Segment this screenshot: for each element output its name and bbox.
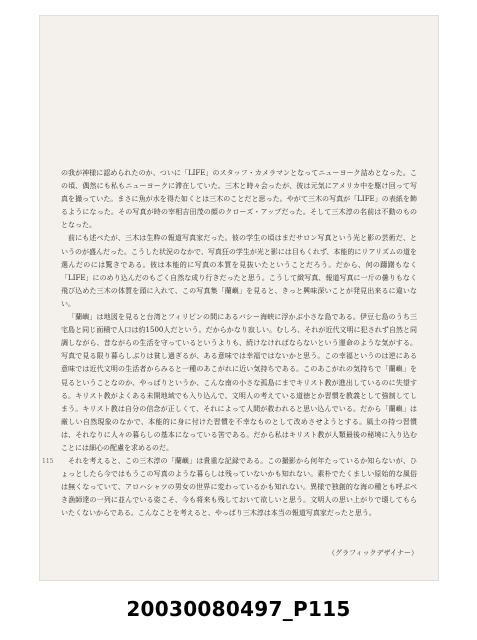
archive-caption: 20030080497_P115 bbox=[126, 597, 351, 621]
paragraph: 「蘭嶼」は地図を見ると台湾とフィリピンの間にあるバシー海峡に浮かぶ小さな島である。伊豆七島のうち三宅島と同じ面積で人口は約1500人だという。だからかなり寂しい。むしろ、それが近代文明に犯されず自然と同調しながら、昔ながらの生活を守っているというよりも、続けなければならないという運命のような気がする。写真で見る限り暮らしぶりは貧し過ぎるが、ある意味では幸福ではないかと思う。この幸福というのは逆にある意味では近代文明の生活者からみると一種のあこがれに近い気持ちである。このあこがれの気持ちで「蘭嶼」を見るということなのか、やっぱりというか、こんな南の小さな孤島にまでキリスト教が進出しているのに失望する。キリスト教がよくある未開地域でも入り込んで、文明人の考えている道徳とか習慣を教義として強制してしまう。キリスト教は自分の信念が正しくて、それによって人間が救われると思い込んでいる。だから「蘭嶼」は厳しい自然現象のなかで、本能的に身に付けた習慣を不幸なものとして改めさせようとする。風土の持つ習慣は、それなりに人々の暮らしの基本になっている筈である。だから私はキリスト教が人類最後の秘境に入り込むことには細心の配慮を求めるのだ。 bbox=[61, 313, 417, 452]
paragraph: それを考えると、この三木淳の「蘭嶼」は貴重な記録である。この撮影から何年たっているか知らないが、ひょっとしたら今ではもうこの写真のような暮らしは残っていないかも知れない。素朴でたくましい原始的な風俗は無くなっていて、アロハシャツの男女の世界に変わっているかも知れない。異様で独創的な海の種とも呼ぶべき漁師達の一列に並んでいる姿こそ、今も将来も残しておいて欲しいと思う。文明人の思い上がりで壊してもらいたくないからである。こんなことを考えると、やっぱり三木淳は本当の報道写真家だったと思う。 bbox=[61, 457, 417, 518]
paragraph: 前にも述べたが、三木は生粋の報道写真家だった。彼の学生の頃はまだサロン写真という光と影の芸術だ、というのが盛んだった。こうした状況のなかで、写真狂の学生が光と影には目もくれず、本能的にリアリズムの道を選んだのには驚きである。彼は本能的に写真の本質を見抜いたということだろう。だから、何の躊躇もなく「LIFE」にのめり込んだのもごく自然な成り行きだったと思う。こうして緻写真、報道写真に一斤の曇りもなく飛び込めた三木の体質を頭に入れて、この写真集「蘭嶼」を見ると、きっと興味深いことが発見出来るに違いない。 bbox=[61, 234, 417, 308]
page-number: 115 bbox=[42, 458, 54, 465]
scanned-page bbox=[40, 16, 438, 580]
essay-body bbox=[61, 167, 417, 521]
author-signature: （グラフィックデザイナー） bbox=[328, 549, 418, 557]
paragraph: の我が神様に認められたのか、ついに「LIFE」のスタッフ・カメラマンとなってニューヨーク詰めとなった。この頃、偶然にも私もニューヨークに滞在していた。三木と時々会ったが、彼は元気にアメリカ中を駆け回って写真を撮っていた。まさに魚が水を得た如くとは三木のことだと思った。やがて三木の写真が「LIFE」の表紙を飾るようになった。その写真が時の宰相吉田茂の顔のクローズ・アップだった。そして三木淳の名前は不動のものとなった。 bbox=[61, 169, 417, 230]
